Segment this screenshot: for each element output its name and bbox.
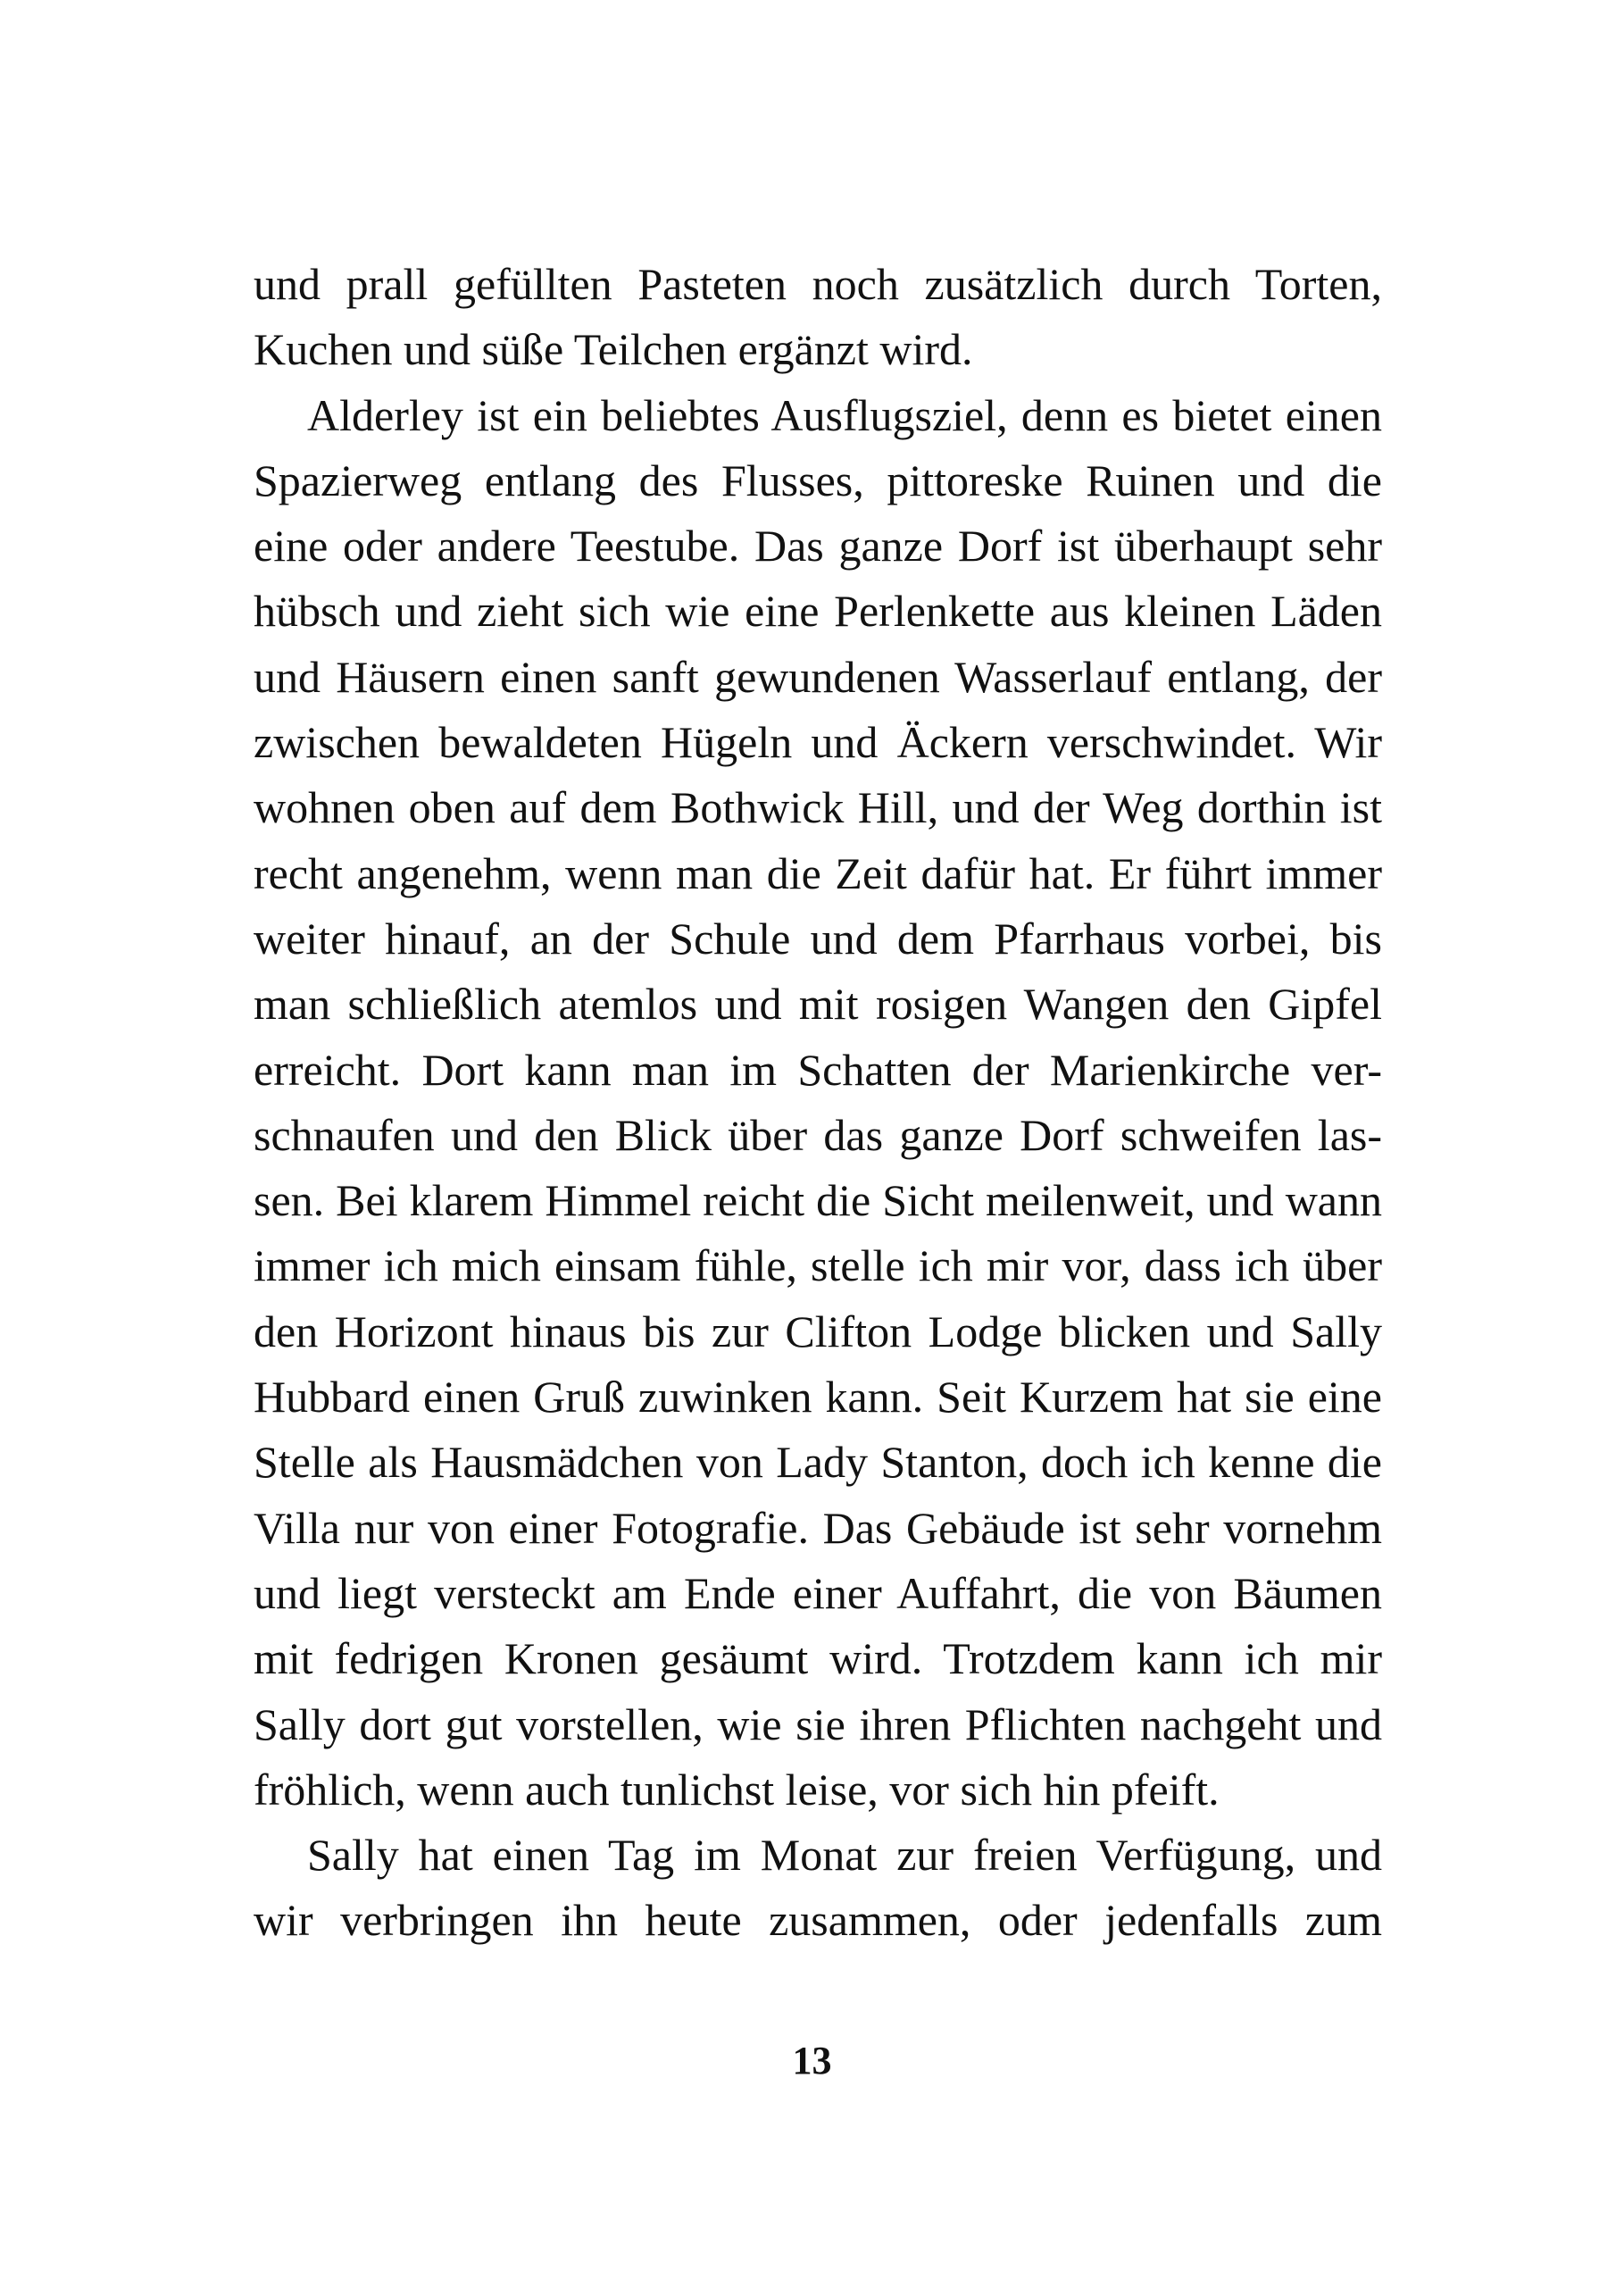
paragraph: [254, 383, 1382, 1823]
text-line: Sally dort gut vorstellen, wie sie ihren Pflichten nachgeht und: [254, 1698, 1382, 1749]
text-line: und liegt versteckt am Ende einer Auffahrt, die von Bäumen: [254, 1567, 1382, 1618]
text-line: weiter hinauf, an der Schule und dem Pfarrhaus vorbei, bis: [254, 913, 1382, 964]
text-line: sen. Bei klarem Himmel reicht die Sicht meilenweit, und wann: [254, 1175, 1382, 1226]
body-text: [254, 252, 1382, 1954]
text-line: immer ich mich einsam fühle, stelle ich mir vor, dass ich über: [254, 1240, 1382, 1291]
text-line: recht angenehm, wenn man die Zeit dafür hat. Er führt immer: [254, 847, 1382, 898]
text-line: erreicht. Dort kann man im Schatten der Marienkirche ver-: [254, 1044, 1382, 1095]
page-number: 13: [792, 2039, 832, 2082]
text-line: hübsch und zieht sich wie eine Perlenkette aus kleinen Läden: [254, 586, 1382, 637]
text-line: wohnen oben auf dem Bothwick Hill, und der Weg dorthin ist: [254, 782, 1382, 833]
text-line: fröhlich, wenn auch tunlichst leise, vor sich hin pfeift.: [254, 1764, 1220, 1815]
text-line: wir verbringen ihn heute zusammen, oder jedenfalls zum: [254, 1895, 1382, 1946]
text-line: Sally hat einen Tag im Monat zur freien Verfügung, und: [307, 1830, 1382, 1881]
text-line: den Horizont hinaus bis zur Clifton Lodge blicken und Sally: [254, 1306, 1382, 1356]
text-line: Spazierweg entlang des Flusses, pittoreske Ruinen und die: [254, 455, 1382, 505]
text-line: eine oder andere Teestube. Das ganze Dorf ist überhaupt sehr: [254, 521, 1382, 572]
text-line: Kuchen und süße Teilchen ergänzt wird.: [254, 324, 973, 375]
text-line: mit fedrigen Kronen gesäumt wird. Trotzdem kann ich mir: [254, 1633, 1382, 1684]
text-line: Stelle als Hausmädchen von Lady Stanton, doch ich kenne die: [254, 1437, 1382, 1488]
text-line: Hubbard einen Gruß zuwinken kann. Seit Kurzem hat sie eine: [254, 1372, 1382, 1423]
text-line: und Häusern einen sanft gewundenen Wasserlauf entlang, der: [254, 651, 1382, 702]
paragraph: [254, 252, 1382, 383]
paragraph: [254, 1823, 1382, 1954]
text-line: und prall gefüllten Pasteten noch zusätzlich durch Torten,: [254, 259, 1382, 309]
text-line: Villa nur von einer Fotografie. Das Gebäude ist sehr vornehm: [254, 1502, 1382, 1553]
text-line: zwischen bewaldeten Hügeln und Äckern verschwindet. Wir: [254, 717, 1382, 768]
text-line: Alderley ist ein beliebtes Ausflugsziel, denn es bietet einen: [307, 389, 1382, 440]
text-line: man schließlich atemlos und mit rosigen Wangen den Gipfel: [254, 979, 1382, 1030]
text-line: schnaufen und den Blick über das ganze Dorf schweifen las-: [254, 1109, 1382, 1160]
